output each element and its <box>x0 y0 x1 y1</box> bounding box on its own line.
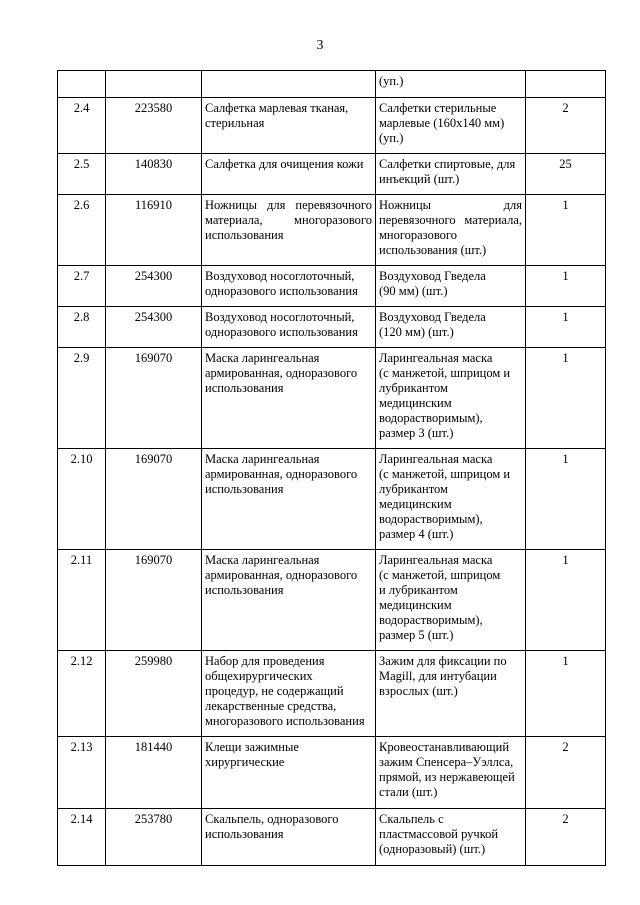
row-number: 2.7 <box>58 266 106 307</box>
row-number: 2.12 <box>58 651 106 737</box>
row-number: 2.9 <box>58 348 106 449</box>
row-number: 2.6 <box>58 195 106 266</box>
item-name: Маска ларингеальная армированная, одноразового использования <box>202 550 376 651</box>
item-description: Салфетки стерильные марлевые (160х140 мм) (уп.) <box>376 98 526 154</box>
item-code: 253780 <box>106 809 202 866</box>
item-name: Скальпель, одноразового использования <box>202 809 376 866</box>
item-quantity: 1 <box>526 651 606 737</box>
item-quantity <box>526 71 606 98</box>
table-row <box>58 195 606 266</box>
row-number: 2.10 <box>58 449 106 550</box>
item-description: Ножницы для перевязочного материала, многоразового использования (шт.) <box>376 195 526 266</box>
item-description: (уп.) <box>376 71 526 98</box>
item-code: 259980 <box>106 651 202 737</box>
page-number: 3 <box>316 38 324 53</box>
item-code: 169070 <box>106 348 202 449</box>
item-name: Салфетка для очищения кожи <box>202 154 376 195</box>
table-row <box>58 651 606 737</box>
item-description: Скальпель с пластмассовой ручкой (одноразовый) (шт.) <box>376 809 526 866</box>
item-code: 254300 <box>106 307 202 348</box>
row-number: 2.13 <box>58 737 106 809</box>
item-code: 169070 <box>106 550 202 651</box>
table-row <box>58 737 606 809</box>
item-quantity: 1 <box>526 348 606 449</box>
table-row <box>58 449 606 550</box>
item-name: Воздуховод носоглоточный, одноразового использования <box>202 266 376 307</box>
item-quantity: 2 <box>526 809 606 866</box>
item-code <box>106 71 202 98</box>
item-description: Воздуховод Гведела (90 мм) (шт.) <box>376 266 526 307</box>
item-quantity: 1 <box>526 307 606 348</box>
table-row <box>58 71 606 98</box>
item-description: Зажим для фиксации по Magill, для интубации взрослых (шт.) <box>376 651 526 737</box>
item-name: Маска ларингеальная армированная, одноразового использования <box>202 449 376 550</box>
equipment-table <box>57 70 606 866</box>
row-number <box>58 71 106 98</box>
table-row <box>58 307 606 348</box>
item-description: Кровеостанавливающий зажим Спенсера–Уэллса, прямой, из нержавеющей стали (шт.) <box>376 737 526 809</box>
item-quantity: 25 <box>526 154 606 195</box>
item-name <box>202 71 376 98</box>
row-number: 2.8 <box>58 307 106 348</box>
item-description: Воздуховод Гведела (120 мм) (шт.) <box>376 307 526 348</box>
item-quantity: 1 <box>526 266 606 307</box>
item-code: 116910 <box>106 195 202 266</box>
item-quantity: 2 <box>526 737 606 809</box>
item-name: Ножницы для перевязочного материала, многоразового использования <box>202 195 376 266</box>
item-quantity: 2 <box>526 98 606 154</box>
item-code: 181440 <box>106 737 202 809</box>
table-row <box>58 98 606 154</box>
item-description: Салфетки спиртовые, для инъекций (шт.) <box>376 154 526 195</box>
row-number: 2.4 <box>58 98 106 154</box>
item-code: 223580 <box>106 98 202 154</box>
row-number: 2.5 <box>58 154 106 195</box>
item-code: 254300 <box>106 266 202 307</box>
row-number: 2.14 <box>58 809 106 866</box>
row-number: 2.11 <box>58 550 106 651</box>
item-name: Салфетка марлевая тканая, стерильная <box>202 98 376 154</box>
item-quantity: 1 <box>526 550 606 651</box>
table-row <box>58 154 606 195</box>
item-name: Набор для проведения общехирургических процедур, не содержащий лекарственные средства, многоразового использования <box>202 651 376 737</box>
table-row <box>58 809 606 866</box>
item-name: Воздуховод носоглоточный, одноразового использования <box>202 307 376 348</box>
item-quantity: 1 <box>526 449 606 550</box>
table-row <box>58 266 606 307</box>
item-name: Маска ларингеальная армированная, одноразового использования <box>202 348 376 449</box>
item-quantity: 1 <box>526 195 606 266</box>
table-row <box>58 348 606 449</box>
table-row <box>58 550 606 651</box>
item-description: Ларингеальная маска (с манжетой, шприцом и лубрикантом медицинским водорастворимым), размер 4 (шт.) <box>376 449 526 550</box>
item-description: Ларингеальная маска (с манжетой, шприцом и лубрикантом медицинским водорастворимым), размер 3 (шт.) <box>376 348 526 449</box>
item-code: 169070 <box>106 449 202 550</box>
item-code: 140830 <box>106 154 202 195</box>
item-description: Ларингеальная маска (с манжетой, шприцом и лубрикантом медицинским водорастворимым), размер 5 (шт.) <box>376 550 526 651</box>
item-name: Клещи зажимные хирургические <box>202 737 376 809</box>
